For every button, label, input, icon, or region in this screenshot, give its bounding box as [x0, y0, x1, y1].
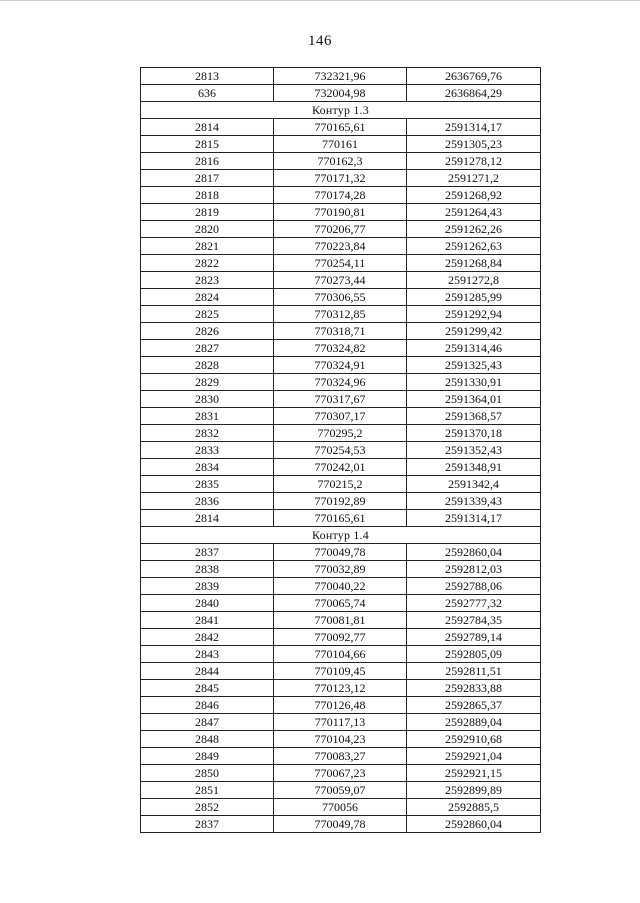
- y-coordinate-cell: 2591370,18: [407, 425, 541, 442]
- table-row: [141, 85, 541, 102]
- x-coordinate-cell: 770161: [274, 136, 407, 153]
- table-row: [141, 459, 541, 476]
- y-coordinate-cell: 2592910,68: [407, 731, 541, 748]
- table-row: [141, 714, 541, 731]
- point-number-cell: 2819: [141, 204, 274, 221]
- table-row: [141, 272, 541, 289]
- y-coordinate-cell: 2592921,15: [407, 765, 541, 782]
- x-coordinate-cell: 770242,01: [274, 459, 407, 476]
- x-coordinate-cell: 770215,2: [274, 476, 407, 493]
- x-coordinate-cell: 770081,81: [274, 612, 407, 629]
- table-row: [141, 187, 541, 204]
- table-row: [141, 816, 541, 833]
- point-number-cell: 2827: [141, 340, 274, 357]
- x-coordinate-cell: 770324,96: [274, 374, 407, 391]
- y-coordinate-cell: 2591278,12: [407, 153, 541, 170]
- point-number-cell: 2814: [141, 119, 274, 136]
- y-coordinate-cell: 2591285,99: [407, 289, 541, 306]
- point-number-cell: 2825: [141, 306, 274, 323]
- x-coordinate-cell: 732321,96: [274, 68, 407, 85]
- page-number: 146: [308, 33, 332, 49]
- table-row: [141, 340, 541, 357]
- y-coordinate-cell: 2592860,04: [407, 816, 541, 833]
- y-coordinate-cell: 2592811,51: [407, 663, 541, 680]
- x-coordinate-cell: 770190,81: [274, 204, 407, 221]
- table-row: [141, 612, 541, 629]
- table-row: [141, 289, 541, 306]
- x-coordinate-cell: 770254,11: [274, 255, 407, 272]
- point-number-cell: 2837: [141, 816, 274, 833]
- point-number-cell: 2838: [141, 561, 274, 578]
- section-label: Контур 1.3: [141, 102, 541, 119]
- point-number-cell: 2834: [141, 459, 274, 476]
- table-row: [141, 374, 541, 391]
- y-coordinate-cell: 2591292,94: [407, 306, 541, 323]
- x-coordinate-cell: 770295,2: [274, 425, 407, 442]
- y-coordinate-cell: 2592777,32: [407, 595, 541, 612]
- y-coordinate-cell: 2591272,8: [407, 272, 541, 289]
- x-coordinate-cell: 770306,55: [274, 289, 407, 306]
- x-coordinate-cell: 770056: [274, 799, 407, 816]
- table-row: [141, 544, 541, 561]
- table-row: [141, 68, 541, 85]
- x-coordinate-cell: 770254,53: [274, 442, 407, 459]
- point-number-cell: 2817: [141, 170, 274, 187]
- x-coordinate-cell: 770318,71: [274, 323, 407, 340]
- y-coordinate-cell: 2591299,42: [407, 323, 541, 340]
- point-number-cell: 2847: [141, 714, 274, 731]
- x-coordinate-cell: 770104,23: [274, 731, 407, 748]
- point-number-cell: 2851: [141, 782, 274, 799]
- section-label: Контур 1.4: [141, 527, 541, 544]
- table-row: [141, 646, 541, 663]
- x-coordinate-cell: 770123,12: [274, 680, 407, 697]
- table-row: [141, 136, 541, 153]
- y-coordinate-cell: 2592812,03: [407, 561, 541, 578]
- table-row: [141, 170, 541, 187]
- table-row: [141, 408, 541, 425]
- table-row: [141, 119, 541, 136]
- point-number-cell: 636: [141, 85, 274, 102]
- x-coordinate-cell: 770032,89: [274, 561, 407, 578]
- point-number-cell: 2830: [141, 391, 274, 408]
- point-number-cell: 2813: [141, 68, 274, 85]
- y-coordinate-cell: 2592789,14: [407, 629, 541, 646]
- point-number-cell: 2831: [141, 408, 274, 425]
- point-number-cell: 2824: [141, 289, 274, 306]
- y-coordinate-cell: 2591364,01: [407, 391, 541, 408]
- point-number-cell: 2846: [141, 697, 274, 714]
- table-row: [141, 595, 541, 612]
- point-number-cell: 2843: [141, 646, 274, 663]
- x-coordinate-cell: 770049,78: [274, 544, 407, 561]
- table-row: [141, 782, 541, 799]
- x-coordinate-cell: 732004,98: [274, 85, 407, 102]
- point-number-cell: 2840: [141, 595, 274, 612]
- y-coordinate-cell: 2592805,09: [407, 646, 541, 663]
- point-number-cell: 2816: [141, 153, 274, 170]
- y-coordinate-cell: 2591342,4: [407, 476, 541, 493]
- table-row: [141, 442, 541, 459]
- x-coordinate-cell: 770273,44: [274, 272, 407, 289]
- y-coordinate-cell: 2591262,63: [407, 238, 541, 255]
- point-number-cell: 2815: [141, 136, 274, 153]
- y-coordinate-cell: 2591325,43: [407, 357, 541, 374]
- x-coordinate-cell: 770067,23: [274, 765, 407, 782]
- x-coordinate-cell: 770171,32: [274, 170, 407, 187]
- y-coordinate-cell: 2591330,91: [407, 374, 541, 391]
- x-coordinate-cell: 770165,61: [274, 510, 407, 527]
- y-coordinate-cell: 2592784,35: [407, 612, 541, 629]
- y-coordinate-cell: 2591271,2: [407, 170, 541, 187]
- x-coordinate-cell: 770104,66: [274, 646, 407, 663]
- y-coordinate-cell: 2592889,04: [407, 714, 541, 731]
- table-row: [141, 238, 541, 255]
- point-number-cell: 2842: [141, 629, 274, 646]
- x-coordinate-cell: 770223,84: [274, 238, 407, 255]
- table-row: [141, 748, 541, 765]
- y-coordinate-cell: 2591352,43: [407, 442, 541, 459]
- point-number-cell: 2821: [141, 238, 274, 255]
- table-row: [141, 476, 541, 493]
- y-coordinate-cell: 2591264,43: [407, 204, 541, 221]
- x-coordinate-cell: 770109,45: [274, 663, 407, 680]
- y-coordinate-cell: 2592865,37: [407, 697, 541, 714]
- table-row: [141, 731, 541, 748]
- x-coordinate-cell: 770312,85: [274, 306, 407, 323]
- point-number-cell: 2852: [141, 799, 274, 816]
- y-coordinate-cell: 2636864,29: [407, 85, 541, 102]
- point-number-cell: 2848: [141, 731, 274, 748]
- table-row: [141, 323, 541, 340]
- y-coordinate-cell: 2591348,91: [407, 459, 541, 476]
- point-number-cell: 2832: [141, 425, 274, 442]
- point-number-cell: 2841: [141, 612, 274, 629]
- x-coordinate-cell: 770162,3: [274, 153, 407, 170]
- page-top-edge: [0, 0, 640, 1]
- x-coordinate-cell: 770307,17: [274, 408, 407, 425]
- table-row: [141, 578, 541, 595]
- y-coordinate-cell: 2592899,89: [407, 782, 541, 799]
- table-row: [141, 493, 541, 510]
- table-row: [141, 306, 541, 323]
- table-row: [141, 357, 541, 374]
- table-row: [141, 425, 541, 442]
- table-row: [141, 204, 541, 221]
- x-coordinate-cell: 770059,07: [274, 782, 407, 799]
- point-number-cell: 2839: [141, 578, 274, 595]
- point-number-cell: 2835: [141, 476, 274, 493]
- y-coordinate-cell: 2591314,17: [407, 510, 541, 527]
- x-coordinate-cell: 770174,28: [274, 187, 407, 204]
- y-coordinate-cell: 2591262,26: [407, 221, 541, 238]
- y-coordinate-cell: 2591339,43: [407, 493, 541, 510]
- y-coordinate-cell: 2592788,06: [407, 578, 541, 595]
- table-row: [141, 221, 541, 238]
- x-coordinate-cell: 770092,77: [274, 629, 407, 646]
- table-row: [141, 391, 541, 408]
- x-coordinate-cell: 770083,27: [274, 748, 407, 765]
- table-row: [141, 663, 541, 680]
- point-number-cell: 2814: [141, 510, 274, 527]
- point-number-cell: 2822: [141, 255, 274, 272]
- x-coordinate-cell: 770049,78: [274, 816, 407, 833]
- x-coordinate-cell: 770040,22: [274, 578, 407, 595]
- table-row: [141, 510, 541, 527]
- y-coordinate-cell: 2592833,88: [407, 680, 541, 697]
- point-number-cell: 2844: [141, 663, 274, 680]
- y-coordinate-cell: 2636769,76: [407, 68, 541, 85]
- table-row: [141, 255, 541, 272]
- table-row: [141, 799, 541, 816]
- point-number-cell: 2850: [141, 765, 274, 782]
- x-coordinate-cell: 770117,13: [274, 714, 407, 731]
- x-coordinate-cell: 770126,48: [274, 697, 407, 714]
- point-number-cell: 2818: [141, 187, 274, 204]
- x-coordinate-cell: 770317,67: [274, 391, 407, 408]
- x-coordinate-cell: 770324,82: [274, 340, 407, 357]
- point-number-cell: 2837: [141, 544, 274, 561]
- y-coordinate-cell: 2591305,23: [407, 136, 541, 153]
- coordinates-table: [140, 67, 541, 833]
- y-coordinate-cell: 2591314,46: [407, 340, 541, 357]
- table-row: [141, 680, 541, 697]
- y-coordinate-cell: 2591268,84: [407, 255, 541, 272]
- point-number-cell: 2820: [141, 221, 274, 238]
- table-row: [141, 561, 541, 578]
- y-coordinate-cell: 2592860,04: [407, 544, 541, 561]
- point-number-cell: 2836: [141, 493, 274, 510]
- point-number-cell: 2826: [141, 323, 274, 340]
- point-number-cell: 2833: [141, 442, 274, 459]
- y-coordinate-cell: 2592885,5: [407, 799, 541, 816]
- table-row: [141, 629, 541, 646]
- table-row: [141, 765, 541, 782]
- x-coordinate-cell: 770324,91: [274, 357, 407, 374]
- table-row: [141, 697, 541, 714]
- x-coordinate-cell: 770065,74: [274, 595, 407, 612]
- y-coordinate-cell: 2591268,92: [407, 187, 541, 204]
- point-number-cell: 2823: [141, 272, 274, 289]
- y-coordinate-cell: 2591368,57: [407, 408, 541, 425]
- coordinates-table-body: [141, 68, 541, 833]
- point-number-cell: 2829: [141, 374, 274, 391]
- section-header-row: [141, 527, 541, 544]
- table-row: [141, 153, 541, 170]
- x-coordinate-cell: 770206,77: [274, 221, 407, 238]
- y-coordinate-cell: 2591314,17: [407, 119, 541, 136]
- y-coordinate-cell: 2592921,04: [407, 748, 541, 765]
- point-number-cell: 2845: [141, 680, 274, 697]
- point-number-cell: 2849: [141, 748, 274, 765]
- x-coordinate-cell: 770165,61: [274, 119, 407, 136]
- section-header-row: [141, 102, 541, 119]
- x-coordinate-cell: 770192,89: [274, 493, 407, 510]
- point-number-cell: 2828: [141, 357, 274, 374]
